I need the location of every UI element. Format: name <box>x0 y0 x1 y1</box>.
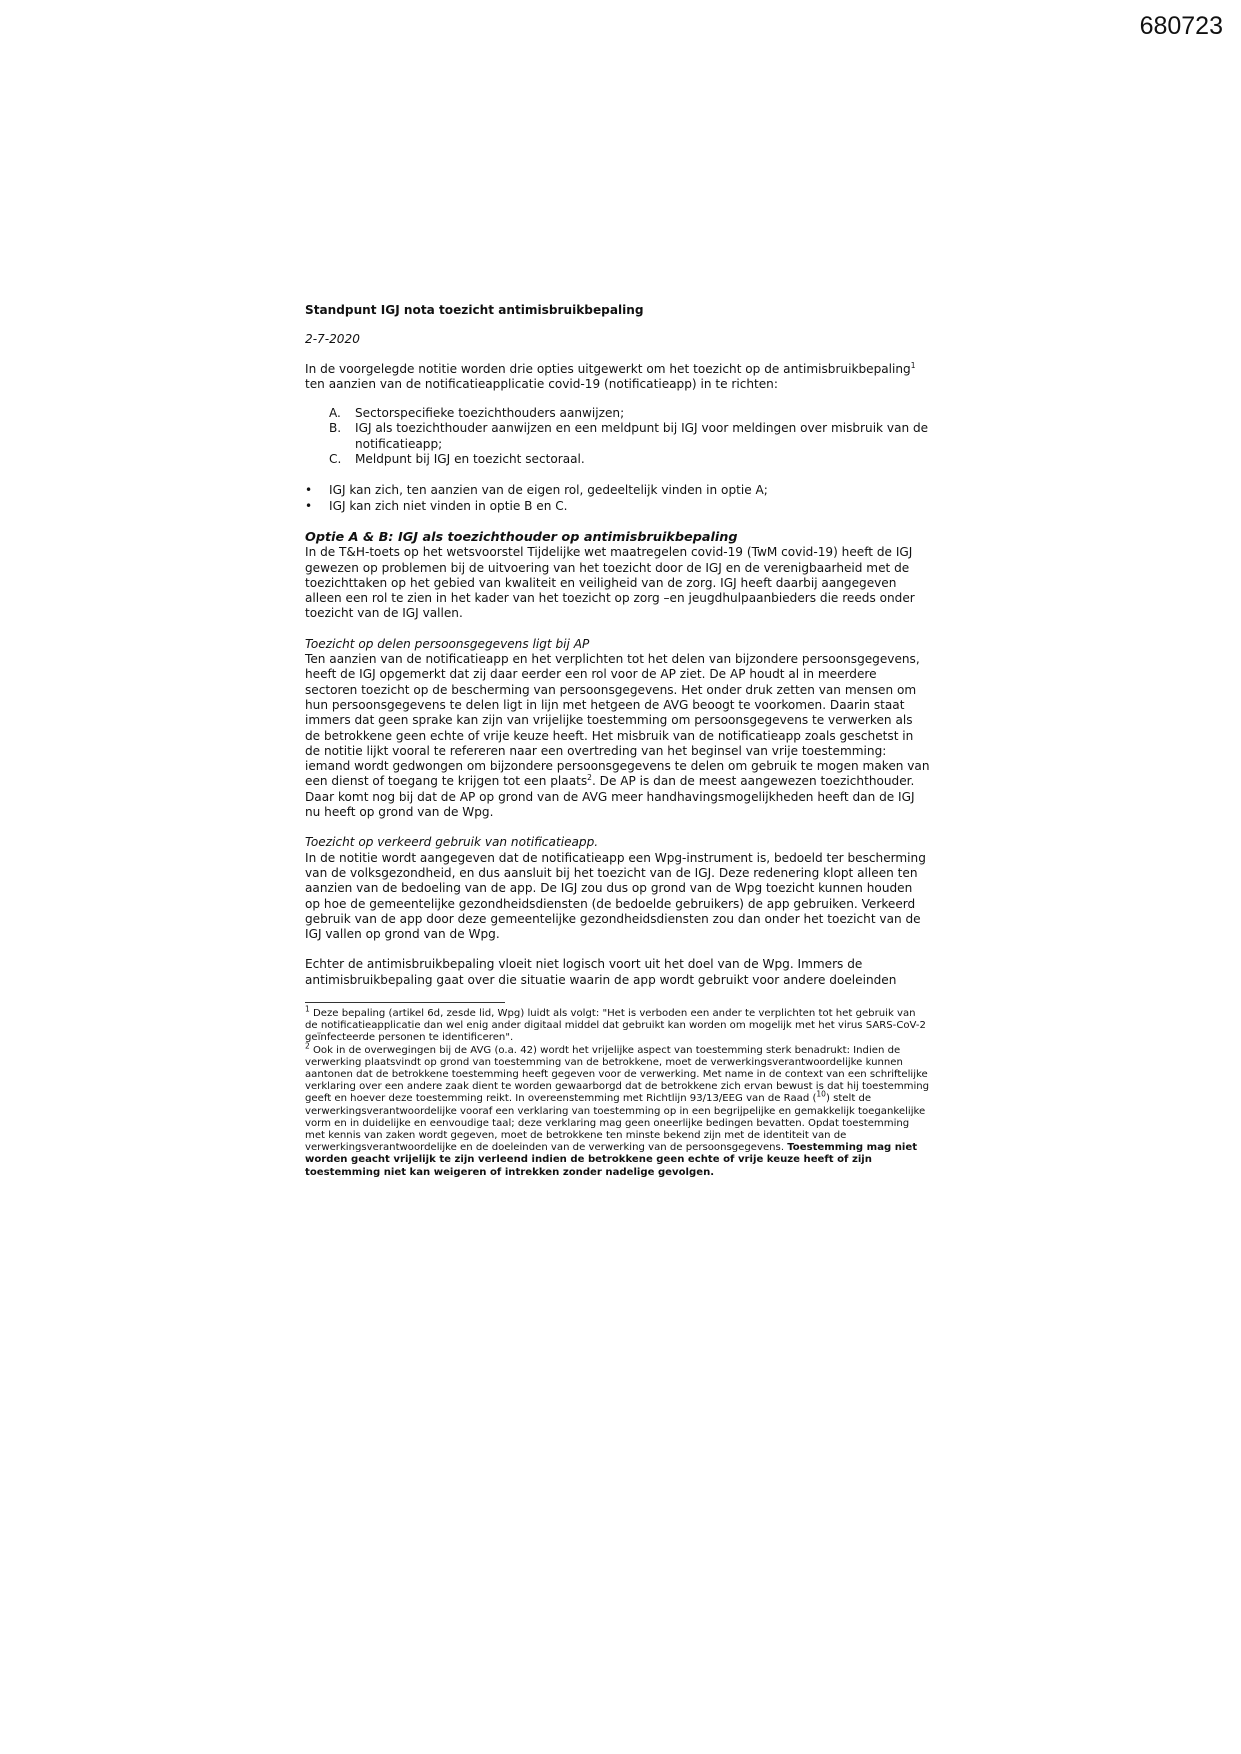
bullet-item <box>305 483 930 498</box>
document-body <box>305 303 930 1179</box>
footnote-ref-10: 10 <box>816 1090 826 1100</box>
footnote-text: Deze bepaling (artikel 6d, zesde lid, Wpg) luidt als volgt: "Het is verboden een ander te verplichten tot het gebruik van de notificatieapplicatie dan wel enig ander digitaal middel dat gebruikt kan worden om mogelijk met het virus SARS-CoV-2 geïnfecteerde personen te identificeren". <box>305 1007 926 1044</box>
subheading-ap: Toezicht op delen persoonsgegevens ligt bij AP <box>305 636 590 651</box>
option-text: Sectorspecifieke toezichthouders aanwijzen; <box>355 406 625 421</box>
section-heading-option-ab: Optie A & B: IGJ als toezichthouder op antimisbruikbepaling <box>305 529 738 545</box>
bullet-item <box>305 499 930 514</box>
footnote-ref-2[interactable]: 2 <box>587 773 592 783</box>
document-title: Standpunt IGJ nota toezicht antimisbruikbepaling <box>305 303 644 317</box>
bullet-dot-icon: • <box>305 483 313 498</box>
option-letter: B. <box>329 421 342 436</box>
subheading-misuse: Toezicht op verkeerd gebruik van notificatieapp. <box>305 835 599 850</box>
document-date: 2-7-2020 <box>305 332 360 347</box>
footnote-divider <box>305 1002 505 1003</box>
position-bullets <box>305 483 930 514</box>
footnote-number: 2 <box>305 1041 310 1051</box>
bullet-dot-icon: • <box>305 498 313 513</box>
document-number: 680723 <box>1139 12 1223 40</box>
option-text: IGJ als toezichthouder aanwijzen en een meldpunt bij IGJ voor meldingen over misbruik van de notificatieapp; <box>355 421 929 451</box>
bullet-text: IGJ kan zich niet vinden in optie B en C. <box>329 498 568 513</box>
paragraph-text-cont: . De AP is dan de meest aangewezen toezichthouder. Daar komt nog bij dat de AP op grond van de AVG meer handhavingsmogelijkheden heeft dan de IGJ nu heeft op grond van de Wpg. <box>305 774 915 820</box>
section-paragraph: Echter de antimisbruikbepaling vloeit niet logisch voort uit het doel van de Wpg. Immers de antimisbruikbepaling gaat over die situatie waarin de app wordt gebruikt voor andere doeleinden <box>305 957 897 987</box>
option-text: Meldpunt bij IGJ en toezicht sectoraal. <box>355 452 585 467</box>
intro-text: In de voorgelegde notitie worden drie opties uitgewerkt om het toezicht op de antimisbruikbepaling <box>305 361 911 376</box>
intro-paragraph <box>305 362 930 393</box>
section-paragraph: In de T&H-toets op het wetsvoorstel Tijdelijke wet maatregelen covid-19 (TwM covid-19) heeft de IGJ gewezen op problemen bij de uitvoering van het toezicht door de IGJ en de verenigbaarheid met de toezichttaken op het gebied van kwaliteit en veiligheid van de zorg. IGJ heeft daarbij aangegeven alleen een rol te zien in het kader van het toezicht op zorg –en jeugdhulpaanbieders die reeds onder toezicht van de IGJ vallen. <box>305 545 915 621</box>
option-item <box>329 406 930 421</box>
intro-text-cont: ten aanzien van de notificatieapplicatie covid-19 (notificatieapp) in te richten: <box>305 376 778 391</box>
footnote-text: Ook in de overwegingen bij de AVG (o.a. 42) wordt het vrijelijke aspect van toestemming sterk benadrukt: Indien de verwerking plaatsvindt op grond van toestemming van de betrokkene, moet de verwerkingsverantwoordelijke kunnen aantonen dat de betrokkene toestemming heeft gegeven voor de verwerking. Met name in de context van een schriftelijke verklaring over een andere zaak dient te worden gewaarborgd dat de betrokkene zich ervan bewust is dat hij toestemming geeft en hoever deze toestemming reikt. In overeenstemming met Richtlijn 93/13/EEG van de Raad ( <box>305 1044 930 1105</box>
section-paragraph: In de notitie wordt aangegeven dat de notificatieapp een Wpg-instrument is, bedoeld ter bescherming van de volksgezondheid, en dus aansluit bij het toezicht van de IGJ. Deze redenering klopt alleen ten aanzien van de bedoeling van de app. De IGJ zou dus op grond van de Wpg toezicht kunnen houden op hoe de gemeentelijke gezondheidsdiensten (de bedoelde gebruikers) de app gebruiken. Verkeerd gebruik van de app door deze gemeentelijke gezondheidsdiensten zou dan onder het toezicht van de IGJ vallen op grond van de Wpg. <box>305 850 926 942</box>
option-letter: A. <box>329 406 341 421</box>
footnote-ref-1[interactable]: 1 <box>910 360 916 370</box>
footnote-bold-text: Toestemming mag niet worden geacht vrijelijk te zijn verleend indien de betrokkene geen echte of vrije keuze heeft of zijn toestemming niet kan weigeren of intrekken zonder nadelige gevolgen. <box>305 1142 918 1178</box>
paragraph-text: Ten aanzien van de notificatieapp en het verplichten tot het delen van bijzondere persoonsgegevens, heeft de IGJ opgemerkt dat zij daar eerder een rol voor de AP ziet. De AP houdt al in meerdere sectoren toezicht op de bescherming van persoonsgegevens. Het onder druk zetten van mensen om hun persoonsgegevens te delen ligt in lijn met hetgeen de AVG beoogt te voorkomen. Daarin staat immers dat geen sprake kan zijn van vrijelijke toestemming om persoonsgegevens te verwerken als de betrokkene geen echte of vrije keuze heeft. Het misbruik van de notificatieapp zoals geschetst in de notitie lijkt vooral te refereren naar een overtreding van het beginsel van vrije toestemming: iemand wordt gedwongen om bijzondere persoonsgegevens te delen om gebruik te mogen maken van een dienst of toegang te krijgen tot een plaats <box>305 652 930 789</box>
section-paragraph <box>305 652 930 820</box>
footnote-1 <box>305 1004 930 1045</box>
option-letter: C. <box>329 452 342 467</box>
option-item <box>329 452 930 467</box>
footnote-text-cont: ) stelt de verwerkingsverantwoordelijke vooraf een verklaring van toestemming op in een begrijpelijke en gemakkelijk toegankelijke vorm en in duidelijke en eenvoudige taal; deze verklaring mag geen oneerlijke bedingen bevatten. Opdat toestemming met kennis van zaken wordt gegeven, moet de betrokkene ten minste bekend zijn met de identiteit van de verwerkingsverantwoordelijke en de doeleinden van de verwerking van de persoonsgegevens. <box>305 1093 926 1154</box>
footnote-number: 1 <box>305 1004 310 1014</box>
options-list <box>305 406 930 467</box>
option-item <box>329 421 930 452</box>
bullet-text: IGJ kan zich, ten aanzien van de eigen rol, gedeeltelijk vinden in optie A; <box>329 483 768 498</box>
footnote-2 <box>305 1041 930 1179</box>
